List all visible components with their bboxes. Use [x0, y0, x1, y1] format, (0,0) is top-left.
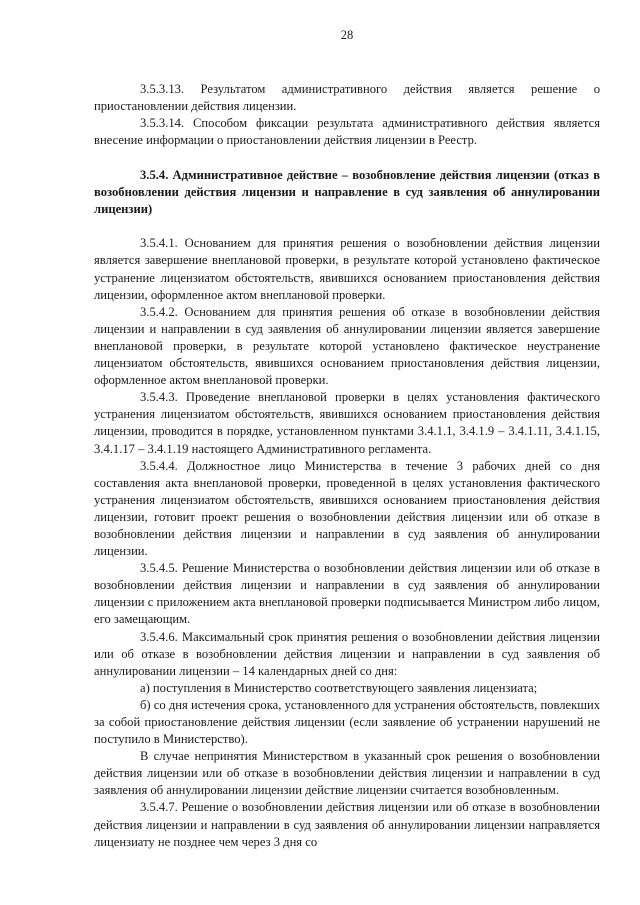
list-item-b: б) со дня истечения срока, установленного для устранения обстоятельств, повлекших за собой приостановление действия лицензии (если заявление об устранении нарушений не поступило в Министерство).	[94, 697, 600, 747]
paragraph-3-5-4-4: 3.5.4.4. Должностное лицо Министерства в течение 3 рабочих дней со дня составления акта внеплановой проверки, проведенной в целях установления фактического устранения лицензиатом обстоятельств, явившихся основанием приостановления действия лицензии, готовит проект решения о возобновлении действия лицензии или об отказе в возобновлении действия лицензии и направлении в суд заявления об аннулировании лицензии.	[94, 458, 600, 559]
paragraph-3-5-3-14: 3.5.3.14. Способом фиксации результата административного действия является внесение информации о приостановлении действия лицензии в Реестр.	[94, 116, 600, 148]
page-number: 28	[340, 28, 354, 42]
list-item-a: а) поступления в Министерство соответствующего заявления лицензиата;	[140, 680, 538, 695]
top-paragraphs	[94, 81, 600, 149]
paragraph-3-5-4-3: 3.5.4.3. Проведение внеплановой проверки в целях установления фактического устранения лицензиатом обстоятельств, явившихся основанием приостановления действия лицензии, проводится в порядке, установленном пунктами 3.4.1.1, 3.4.1.9 – 3.4.1.11, 3.4.1.15, 3.4.1.17 – 3.4.1.19 настоящего Административного регламента.	[94, 390, 600, 456]
section-heading: 3.5.4. Административное действие – возобновление действия лицензии (отказ в возобновлении действия лицензии и направление в суд заявления об аннулировании лицензии)	[94, 168, 600, 217]
paragraph-3-5-4-5: 3.5.4.5. Решение Министерства о возобновлении действия лицензии или об отказе в возобновлении действия лицензии и направлении в суд заявления об аннулировании лицензии с приложением акта внеплановой проверки подписывается Министром либо лицом, его замещающим.	[94, 561, 600, 627]
paragraph-non-decision: В случае непринятия Министерством в указанный срок решения о возобновлении действия лицензии или об отказе в возобновлении действия лицензии и направлении в суд заявления об аннулировании лицензии действие лицензии считается возобновленным.	[94, 749, 600, 798]
paragraph-3-5-4-7: 3.5.4.7. Решение о возобновлении действия лицензии или об отказе в возобновлении действия лицензии и направлении в суд заявления об аннулировании лицензии направляется лицензиату не позднее чем через 3 дня со	[94, 800, 600, 849]
main-paragraphs	[94, 235, 600, 850]
paragraph-3-5-4-6: 3.5.4.6. Максимальный срок принятия решения о возобновлении действия лицензии или об отказе в возобновлении действия лицензии и направлении в суд заявления об аннулировании лицензии – 14 календарных дней со дня:	[94, 629, 600, 678]
paragraph-3-5-4-1: 3.5.4.1. Основанием для принятия решения о возобновлении действия лицензии является завершение внеплановой проверки, в результате которой установлено фактическое устранение лицензиатом обстоятельств, явившихся основанием приостановления действия лицензии, оформленное актом внеплановой проверки.	[94, 236, 600, 302]
paragraph-3-5-3-13: 3.5.3.13. Результатом административного действия является решение о приостановлении действия лицензии.	[94, 82, 600, 114]
paragraph-3-5-4-2: 3.5.4.2. Основанием для принятия решения об отказе в возобновлении действия лицензии и направлении в суд заявления об аннулировании лицензии является завершение внеплановой проверки, в результате которой установлено фактическое неустранение лицензиатом обстоятельств, явившихся основанием приостановления действия лицензии, оформленное актом внеплановой проверки.	[94, 304, 600, 388]
